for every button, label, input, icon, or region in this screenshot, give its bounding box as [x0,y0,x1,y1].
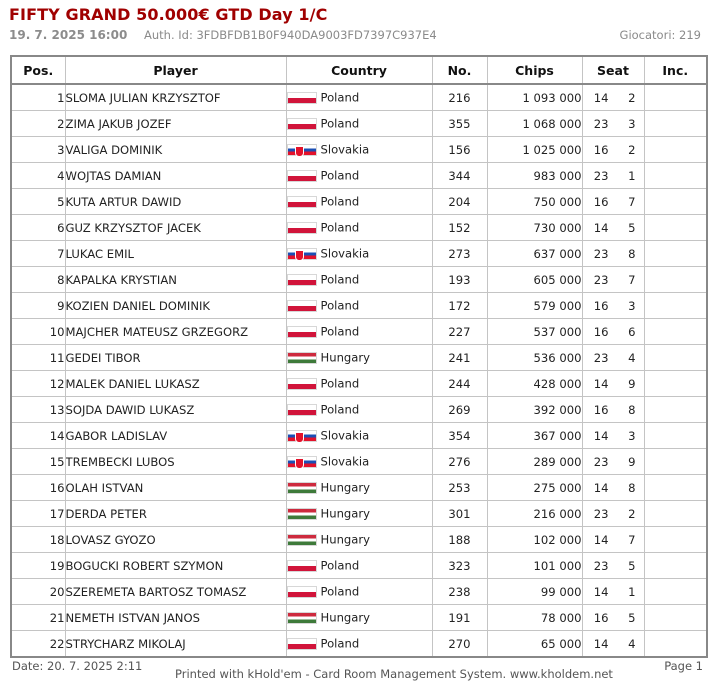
cell-inc [644,371,707,397]
table-number: 16 [593,610,609,625]
cell-player: GUZ KRZYSZTOF JACEK [65,215,286,241]
cell-inc [644,319,707,345]
cell-country [286,579,432,605]
cell-chips: 537 000 [487,319,582,345]
cell-inc [644,241,707,267]
cell-player: KAPALKA KRYSTIAN [65,267,286,293]
table-row [11,449,707,475]
cell-chips: 1 068 000 [487,111,582,137]
cell-pos: 13 [11,397,65,423]
table-number: 23 [593,350,609,365]
cell-pos: 12 [11,371,65,397]
cell-pos: 21 [11,605,65,631]
cell-country [286,501,432,527]
cell-country [286,631,432,658]
seat-number: 7 [628,194,636,209]
poland-flag-icon [287,170,317,182]
cell-country [286,267,432,293]
country-name: Poland [320,584,360,599]
cell-pos: 9 [11,293,65,319]
cell-no: 301 [432,501,487,527]
seat-number: 5 [628,220,636,235]
cell-pos: 6 [11,215,65,241]
poland-flag-icon [287,586,317,598]
cell-country [286,371,432,397]
cell-player: LOVASZ GYOZO [65,527,286,553]
table-row [11,267,707,293]
seat-number: 2 [628,506,636,521]
country-name: Slovakia [320,428,370,443]
cell-inc [644,189,707,215]
cell-pos: 2 [11,111,65,137]
col-header-country: Country [286,56,432,84]
cell-chips: 605 000 [487,267,582,293]
table-row [11,631,707,658]
cell-seat [582,293,644,319]
country-name: Poland [320,220,360,235]
cell-no: 241 [432,345,487,371]
cell-seat [582,163,644,189]
table-number: 14 [593,636,609,651]
slovakia-flag-icon [287,248,317,260]
country-name: Hungary [320,350,371,365]
cell-chips: 579 000 [487,293,582,319]
poland-flag-icon [287,560,317,572]
cell-pos: 19 [11,553,65,579]
cell-pos: 8 [11,267,65,293]
country-name: Hungary [320,532,371,547]
table-row [11,371,707,397]
cell-pos: 7 [11,241,65,267]
cell-seat [582,501,644,527]
cell-country [286,423,432,449]
cell-pos: 18 [11,527,65,553]
cell-no: 244 [432,371,487,397]
cell-country [286,605,432,631]
cell-seat [582,397,644,423]
seat-number: 8 [628,246,636,261]
country-name: Hungary [320,506,371,521]
cell-inc [644,84,707,111]
cell-country [286,84,432,111]
print-date: Date: 20. 7. 2025 2:11 [12,659,143,673]
cell-pos: 16 [11,475,65,501]
seat-number: 8 [628,480,636,495]
table-number: 14 [593,584,609,599]
seat-number: 5 [628,558,636,573]
poland-flag-icon [287,196,317,208]
cell-seat [582,527,644,553]
cell-inc [644,475,707,501]
header-info [9,28,701,44]
seat-number: 3 [628,298,636,313]
cell-no: 253 [432,475,487,501]
cell-chips: 1 093 000 [487,84,582,111]
cell-country [286,475,432,501]
seat-number: 5 [628,610,636,625]
poland-flag-icon [287,404,317,416]
cell-no: 191 [432,605,487,631]
cell-chips: 1 025 000 [487,137,582,163]
cell-no: 355 [432,111,487,137]
cell-inc [644,605,707,631]
table-row [11,137,707,163]
cell-seat [582,553,644,579]
cell-seat [582,267,644,293]
cell-seat [582,449,644,475]
table-number: 23 [593,506,609,521]
start-date: 19. 7. 2025 16:00 [9,28,128,42]
country-name: Poland [320,168,360,183]
table-body [11,84,707,657]
cell-chips: 392 000 [487,397,582,423]
cell-chips: 750 000 [487,189,582,215]
cell-seat [582,319,644,345]
cell-chips: 78 000 [487,605,582,631]
seat-number: 4 [628,636,636,651]
cell-player: VALIGA DOMINIK [65,137,286,163]
cell-no: 354 [432,423,487,449]
poland-flag-icon [287,638,317,650]
cell-no: 156 [432,137,487,163]
table-number: 16 [593,298,609,313]
cell-player: NEMETH ISTVAN JANOS [65,605,286,631]
table-number: 23 [593,272,609,287]
table-number: 14 [593,480,609,495]
poland-flag-icon [287,274,317,286]
poland-flag-icon [287,92,317,104]
chip-count-table [10,55,708,658]
seat-number: 9 [628,376,636,391]
table-row [11,241,707,267]
cell-pos: 3 [11,137,65,163]
cell-pos: 22 [11,631,65,658]
hungary-flag-icon [287,482,317,494]
country-name: Slovakia [320,454,370,469]
col-header-player: Player [65,56,286,84]
table-number: 23 [593,246,609,261]
country-name: Poland [320,298,360,313]
cell-chips: 275 000 [487,475,582,501]
cell-player: SOJDA DAWID LUKASZ [65,397,286,423]
cell-seat [582,137,644,163]
country-name: Poland [320,272,360,287]
cell-pos: 5 [11,189,65,215]
table-row [11,111,707,137]
cell-country [286,215,432,241]
cell-inc [644,501,707,527]
table-row [11,345,707,371]
cell-pos: 17 [11,501,65,527]
cell-seat [582,84,644,111]
cell-seat [582,345,644,371]
cell-inc [644,163,707,189]
table-number: 14 [593,376,609,391]
cell-player: STRYCHARZ MIKOLAJ [65,631,286,658]
table-row [11,501,707,527]
cell-no: 323 [432,553,487,579]
seat-number: 1 [628,584,636,599]
table-row [11,215,707,241]
poland-flag-icon [287,378,317,390]
cell-no: 172 [432,293,487,319]
table-row [11,605,707,631]
cell-chips: 637 000 [487,241,582,267]
table-number: 16 [593,402,609,417]
cell-inc [644,553,707,579]
cell-chips: 102 000 [487,527,582,553]
cell-seat [582,241,644,267]
table-row [11,423,707,449]
cell-country [286,163,432,189]
cell-no: 188 [432,527,487,553]
seat-number: 3 [628,428,636,443]
table-row [11,189,707,215]
slovakia-flag-icon [287,430,317,442]
cell-pos: 14 [11,423,65,449]
seat-number: 2 [628,90,636,105]
cell-chips: 65 000 [487,631,582,658]
cell-player: WOJTAS DAMIAN [65,163,286,189]
hungary-flag-icon [287,612,317,624]
cell-inc [644,111,707,137]
cell-chips: 983 000 [487,163,582,189]
cell-country [286,397,432,423]
cell-country [286,241,432,267]
cell-no: 227 [432,319,487,345]
cell-pos: 11 [11,345,65,371]
table-row [11,475,707,501]
slovakia-flag-icon [287,456,317,468]
table-row [11,163,707,189]
table-number: 16 [593,194,609,209]
cell-inc [644,631,707,658]
cell-no: 193 [432,267,487,293]
table-row [11,553,707,579]
table-row [11,84,707,111]
cell-seat [582,579,644,605]
cell-chips: 367 000 [487,423,582,449]
cell-chips: 101 000 [487,553,582,579]
cell-seat [582,189,644,215]
cell-no: 344 [432,163,487,189]
cell-chips: 536 000 [487,345,582,371]
cell-seat [582,605,644,631]
slovakia-flag-icon [287,144,317,156]
col-header-no: No. [432,56,487,84]
cell-player: SZEREMETA BARTOSZ TOMASZ [65,579,286,605]
table-row [11,397,707,423]
country-name: Slovakia [320,246,370,261]
cell-seat [582,631,644,658]
cell-player: GABOR LADISLAV [65,423,286,449]
cell-country [286,137,432,163]
cell-inc [644,423,707,449]
cell-country [286,293,432,319]
cell-player: KOZIEN DANIEL DOMINIK [65,293,286,319]
country-name: Poland [320,194,360,209]
table-row [11,579,707,605]
table-number: 14 [593,532,609,547]
country-name: Slovakia [320,142,370,157]
cell-pos: 10 [11,319,65,345]
country-name: Poland [320,90,360,105]
country-name: Poland [320,376,360,391]
cell-chips: 216 000 [487,501,582,527]
hungary-flag-icon [287,508,317,520]
col-header-inc: Inc. [644,56,707,84]
country-name: Poland [320,636,360,651]
seat-number: 3 [628,116,636,131]
cell-pos: 1 [11,84,65,111]
table-header-row [11,56,707,84]
cell-inc [644,267,707,293]
cell-country [286,449,432,475]
cell-player: MALEK DANIEL LUKASZ [65,371,286,397]
cell-inc [644,397,707,423]
printed-with: Printed with kHold'em - Card Room Management System. www.kholdem.net [175,667,613,681]
cell-country [286,553,432,579]
hungary-flag-icon [287,352,317,364]
cell-player: ZIMA JAKUB JOZEF [65,111,286,137]
cell-country [286,345,432,371]
cell-inc [644,345,707,371]
cell-inc [644,293,707,319]
table-number: 14 [593,90,609,105]
cell-country [286,527,432,553]
table-number: 14 [593,220,609,235]
cell-chips: 99 000 [487,579,582,605]
cell-no: 273 [432,241,487,267]
cell-player: TREMBECKI LUBOS [65,449,286,475]
cell-seat [582,215,644,241]
cell-inc [644,449,707,475]
cell-player: BOGUCKI ROBERT SZYMON [65,553,286,579]
cell-seat [582,371,644,397]
country-name: Hungary [320,610,371,625]
cell-no: 270 [432,631,487,658]
seat-number: 8 [628,402,636,417]
table-number: 16 [593,142,609,157]
seat-number: 7 [628,532,636,547]
cell-pos: 4 [11,163,65,189]
cell-pos: 20 [11,579,65,605]
cell-seat [582,111,644,137]
table-number: 23 [593,454,609,469]
auth-id: Auth. Id: 3FDBFDB1B0F940DA9003FD7397C937E4 [144,28,437,42]
seat-number: 4 [628,350,636,365]
poland-flag-icon [287,300,317,312]
table-number: 23 [593,116,609,131]
cell-seat [582,475,644,501]
cell-player: SLOMA JULIAN KRZYSZTOF [65,84,286,111]
poland-flag-icon [287,326,317,338]
table-number: 23 [593,558,609,573]
cell-country [286,111,432,137]
table-number: 14 [593,428,609,443]
cell-country [286,189,432,215]
cell-no: 238 [432,579,487,605]
cell-player: GEDEI TIBOR [65,345,286,371]
table-row [11,319,707,345]
cell-inc [644,527,707,553]
hungary-flag-icon [287,534,317,546]
cell-chips: 730 000 [487,215,582,241]
seat-number: 9 [628,454,636,469]
table-row [11,527,707,553]
cell-no: 269 [432,397,487,423]
cell-country [286,319,432,345]
seat-number: 2 [628,142,636,157]
cell-player: LUKAC EMIL [65,241,286,267]
cell-player: MAJCHER MATEUSZ GRZEGORZ [65,319,286,345]
poland-flag-icon [287,118,317,130]
seat-number: 7 [628,272,636,287]
poland-flag-icon [287,222,317,234]
cell-no: 276 [432,449,487,475]
cell-chips: 289 000 [487,449,582,475]
cell-player: OLAH ISTVAN [65,475,286,501]
country-name: Poland [320,116,360,131]
col-header-pos: Pos. [11,56,65,84]
seat-number: 6 [628,324,636,339]
cell-inc [644,137,707,163]
table-number: 23 [593,168,609,183]
cell-player: KUTA ARTUR DAWID [65,189,286,215]
players-count: Giocatori: 219 [619,28,701,42]
cell-pos: 15 [11,449,65,475]
cell-no: 216 [432,84,487,111]
country-name: Poland [320,402,360,417]
cell-chips: 428 000 [487,371,582,397]
seat-number: 1 [628,168,636,183]
cell-inc [644,579,707,605]
tournament-title: FIFTY GRAND 50.000€ GTD Day 1/C [9,5,328,24]
table-row [11,293,707,319]
col-header-chips: Chips [487,56,582,84]
country-name: Hungary [320,480,371,495]
table-number: 16 [593,324,609,339]
col-header-seat: Seat [582,56,644,84]
country-name: Poland [320,324,360,339]
cell-no: 152 [432,215,487,241]
cell-player: DERDA PETER [65,501,286,527]
page-number: Page 1 [664,659,703,673]
cell-no: 204 [432,189,487,215]
cell-seat [582,423,644,449]
cell-inc [644,215,707,241]
country-name: Poland [320,558,360,573]
